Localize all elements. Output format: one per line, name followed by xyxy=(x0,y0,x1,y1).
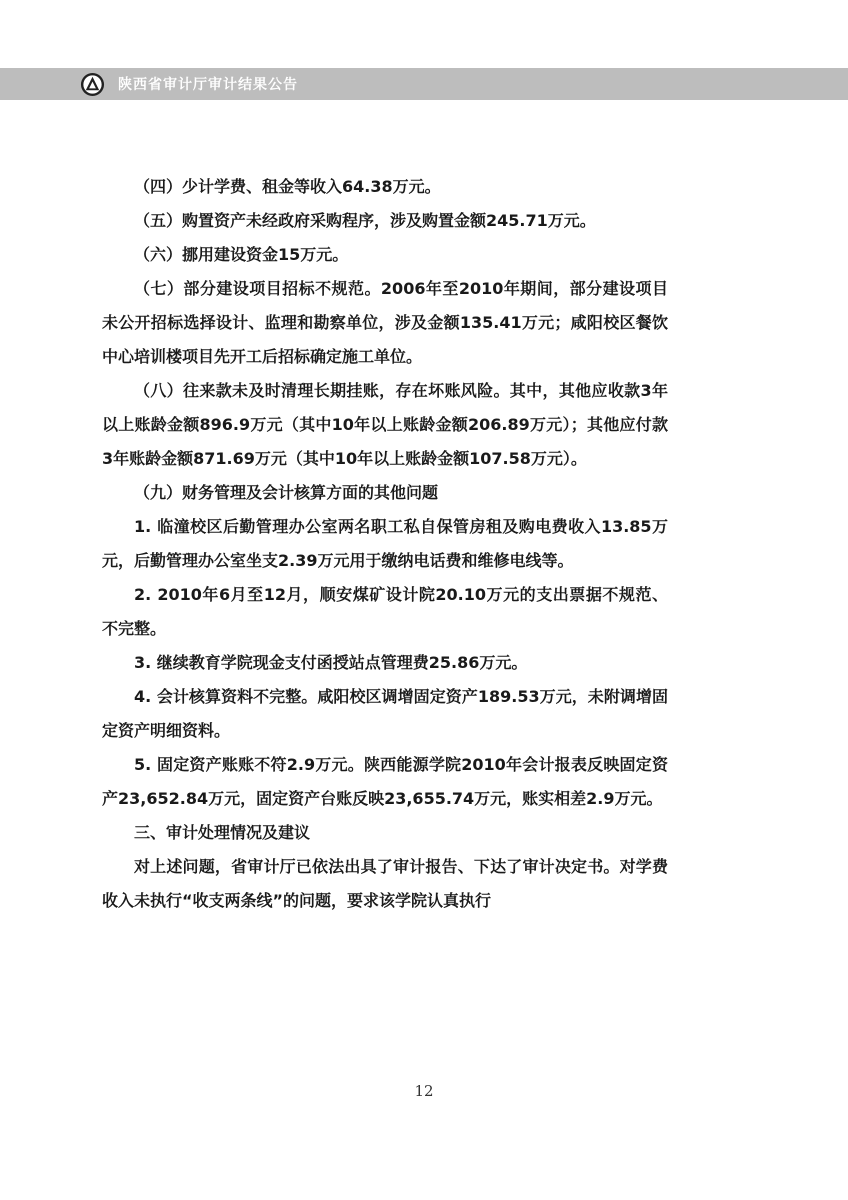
paragraph-sub-5: 5. 固定资产账账不符2.9万元。陕西能源学院2010年会计报表反映固定资产23,652.84万元，固定资产台账反映23,655.74万元，账实相差2.9万元。 xyxy=(102,755,668,808)
section-heading-3: 三、审计处理情况及建议 xyxy=(134,823,311,842)
paragraph-sub-3: 3. 继续教育学院现金支付函授站点管理费25.86万元。 xyxy=(134,653,528,672)
header-title: 陕西省审计厅审计结果公告 xyxy=(118,77,298,93)
paragraph-item-4: （四）少计学费、租金等收入64.38万元。 xyxy=(134,177,441,196)
paragraph-sub-4: 4. 会计核算资料不完整。咸阳校区调增固定资产189.53万元，未附调增固定资产明细资料。 xyxy=(102,687,668,740)
paragraph-sub-2: 2. 2010年6月至12月，顺安煤矿设计院20.10万元的支出票据不规范、不完整。 xyxy=(102,585,668,638)
page-number: 12 xyxy=(414,1082,434,1100)
document-body xyxy=(102,170,668,918)
paragraph-item-6: （六）挪用建设资金15万元。 xyxy=(134,245,349,264)
paragraph-conclusion: 对上述问题，省审计厅已依法出具了审计报告、下达了审计决定书。对学费收入未执行“收支两条线”的问题，要求该学院认真执行 xyxy=(102,857,668,910)
paragraph-sub-1: 1. 临潼校区后勤管理办公室两名职工私自保管房租及购电费收入13.85万元，后勤管理办公室坐支2.39万元用于缴纳电话费和维修电线等。 xyxy=(102,517,668,570)
audit-emblem-icon xyxy=(80,72,105,97)
paragraph-item-7: （七）部分建设项目招标不规范。2006年至2010年期间，部分建设项目未公开招标选择设计、监理和勘察单位，涉及金额135.41万元；咸阳校区餐饮中心培训楼项目先开工后招标确定施工单位。 xyxy=(102,279,668,366)
paragraph-item-9-heading: （九）财务管理及会计核算方面的其他问题 xyxy=(134,483,439,502)
paragraph-item-5: （五）购置资产未经政府采购程序，涉及购置金额245.71万元。 xyxy=(134,211,596,230)
paragraph-item-8: （八）往来款未及时清理长期挂账，存在坏账风险。其中，其他应收款3年以上账龄金额896.9万元（其中10年以上账龄金额206.89万元）；其他应付款3年账龄金额871.69万元（其中10年以上账龄金额107.58万元）。 xyxy=(102,381,668,468)
